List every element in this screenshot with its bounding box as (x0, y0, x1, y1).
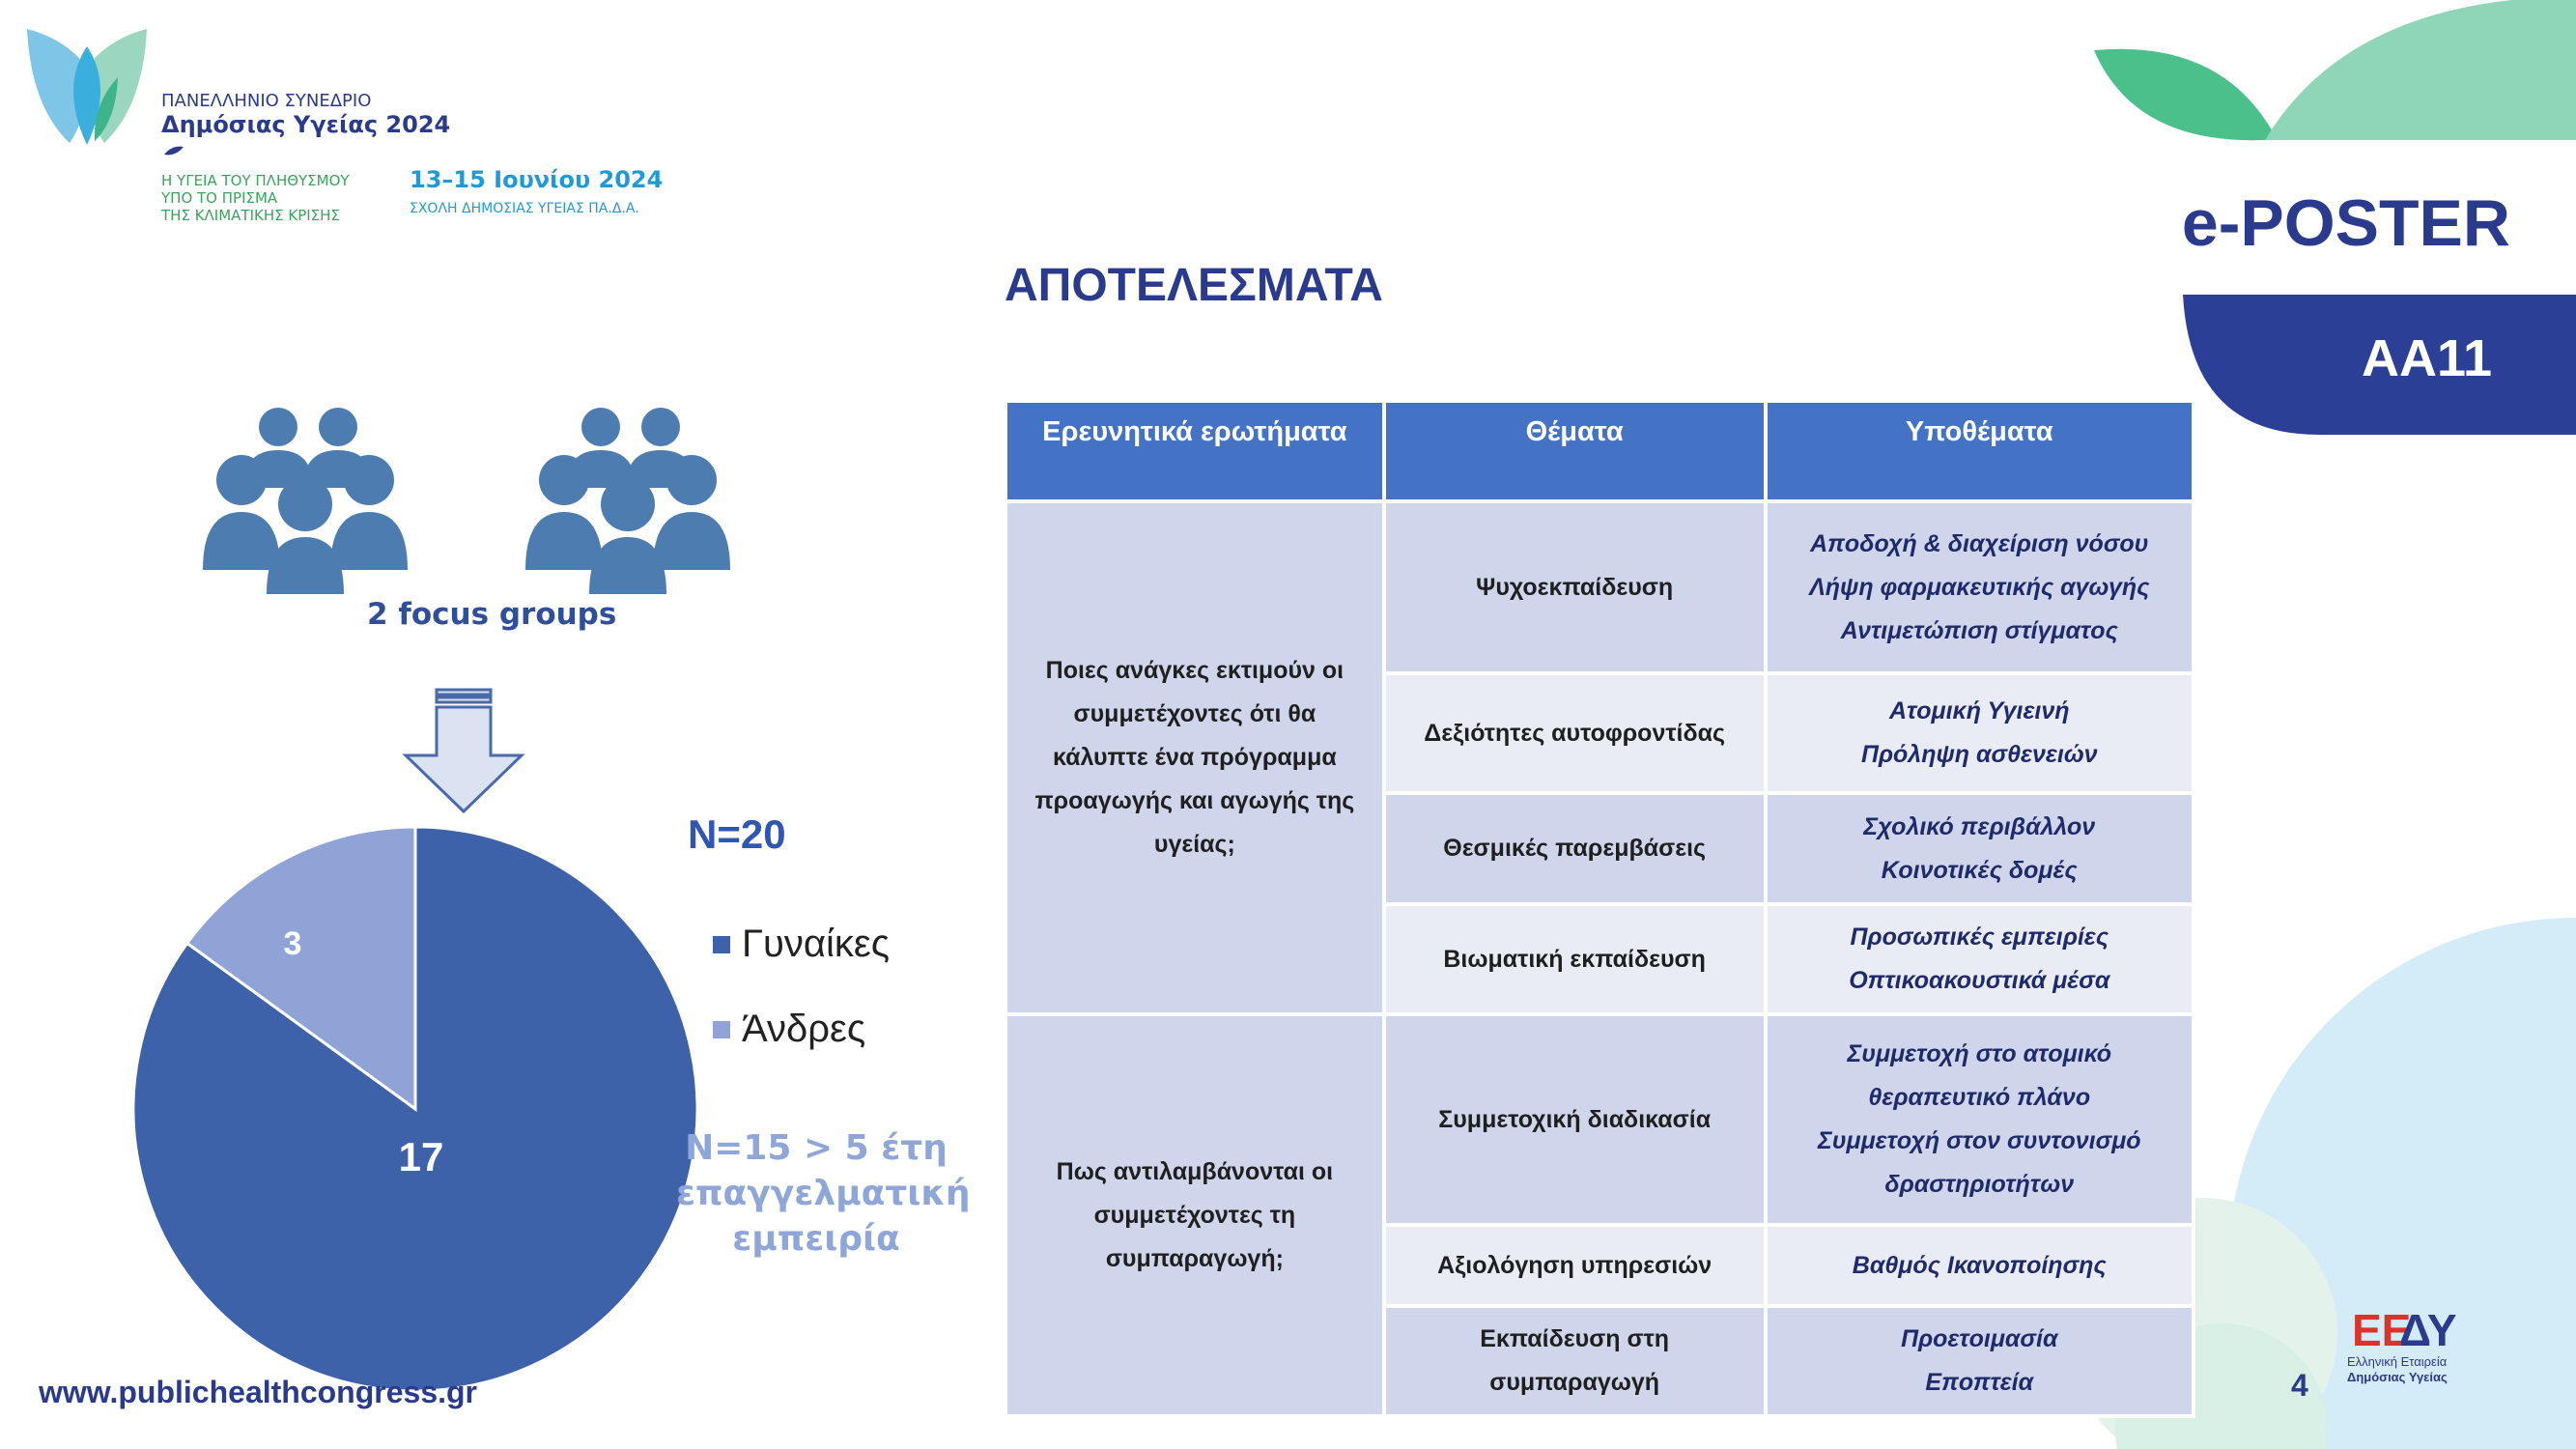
subtheme-cell (1766, 1014, 2194, 1225)
eedy-logo (2352, 1305, 2457, 1355)
logo-congress-title: ΠΑΝΕΛΛΗΝΙΟ ΣΥΝΕΔΡΙΟ (161, 91, 372, 111)
theme-line: Εκπαίδευση στη (1480, 1325, 1670, 1352)
top-leaf-light (2265, 0, 2576, 140)
question-1-line: προαγωγής και αγωγής της (1034, 787, 1355, 814)
pie-data-label-women: 17 (398, 1134, 444, 1179)
subtheme-item: Συμμετοχή στο ατομικό (1847, 1040, 2112, 1067)
legend-label-women: Γυναίκες (742, 923, 891, 965)
logo-tagline-3: ΤΗΣ ΚΛΙΜΑΤΙΚΗΣ ΚΡΙΣΗΣ (161, 207, 340, 224)
subtheme-item: Συμμετοχή στον συντονισμό (1817, 1127, 2141, 1154)
question-2-line: συμμετέχοντες τη (1093, 1201, 1296, 1229)
svg-text:ΕΕ: ΕΕ (2352, 1305, 2412, 1355)
legend-item-men (713, 1008, 865, 1051)
theme-cell: Βιωματική εκπαίδευση (1384, 904, 1766, 1014)
eedy-logo-text-1: Ελληνική Εταιρεία (2347, 1354, 2448, 1369)
page-title: ΑΠΟΤΕΛΕΣΜΑΤΑ (1005, 260, 1383, 311)
pie-data-label-men: 3 (283, 925, 302, 962)
header-questions: Ερευνητικά ερωτήματα (1005, 401, 1384, 501)
experience-note (676, 1125, 971, 1262)
question-1-line: συμμετέχοντες ότι θα (1073, 700, 1316, 727)
subtheme-item: Κοινοτικές δομές (1881, 856, 2078, 884)
sample-size-label: N=20 (688, 811, 786, 857)
question-cell-1 (1005, 501, 1384, 1014)
congress-logo-icon (27, 29, 147, 145)
svg-text:ΔΥ: ΔΥ (2399, 1305, 2457, 1355)
focus-groups-label: 2 focus groups (367, 597, 617, 632)
table-row (1005, 1014, 2194, 1225)
question-1-line: κάλυπτε ένα πρόγραμμα (1053, 744, 1337, 771)
legend-swatch-women (713, 936, 730, 953)
subtheme-item: Ατομική Υγιεινή (1888, 697, 2070, 724)
subtheme-item: Αντιμετώπιση στίγματος (1840, 616, 2118, 644)
legend-label-men: Άνδρες (742, 1008, 866, 1050)
legend-item-women (713, 923, 890, 966)
subtheme-item: Αποδοχή & διαχείριση νόσου (1810, 529, 2149, 557)
experience-note-line-1: N=15 > 5 έτη (685, 1128, 948, 1168)
subtheme-cell (1766, 1306, 2194, 1416)
question-2-line: συμπαραγωγή; (1105, 1244, 1284, 1272)
theme-cell (1384, 1306, 1766, 1416)
question-cell-2 (1005, 1014, 1384, 1416)
experience-note-line-3: εμπειρία (732, 1219, 900, 1259)
subtheme-item: δραστηριοτήτων (1884, 1171, 2075, 1198)
people-group-icon-1 (203, 408, 408, 594)
legend-swatch-men (713, 1021, 730, 1038)
subtheme-item: θεραπευτικό πλάνο (1868, 1084, 2091, 1111)
logo-leaf-mark (164, 147, 184, 156)
page-number: 4 (2291, 1368, 2308, 1403)
header-themes: Θέματα (1384, 401, 1766, 501)
subtheme-cell (1766, 501, 2194, 673)
theme-cell: Θεσμικές παρεμβάσεις (1384, 793, 1766, 904)
people-group-icon-2 (525, 408, 730, 594)
table-row (1005, 501, 2194, 673)
experience-note-line-2: επαγγελματική (676, 1174, 971, 1213)
down-arrow-icon (406, 690, 522, 811)
table-header-row (1005, 401, 2194, 501)
logo-school: ΣΧΟΛΗ ΔΗΜΟΣΙΑΣ ΥΓΕΙΑΣ ΠΑ.Δ.Α. (410, 201, 639, 216)
eposter-label: e-POSTER (2181, 186, 2510, 260)
website-link[interactable]: www.publichealthcongress.gr (39, 1375, 477, 1409)
poster-code: ΑΑ11 (2362, 329, 2493, 387)
pie-chart (133, 827, 697, 1391)
theme-cell: Ψυχοεκπαίδευση (1384, 501, 1766, 673)
question-1-line: υγείας; (1153, 831, 1235, 858)
subtheme-item: Προετοιμασία (1901, 1325, 2058, 1352)
subtheme-item: Προσωπικές εμπειρίες (1850, 923, 2109, 951)
question-2-line: Πως αντιλαμβάνονται οι (1056, 1157, 1334, 1185)
top-leaf-dark (2094, 49, 2275, 141)
logo-congress-subtitle: Δημόσιας Υγείας 2024 (161, 111, 451, 138)
subtheme-cell (1766, 793, 2194, 904)
theme-line: συμπαραγωγή (1489, 1369, 1660, 1396)
subtheme-cell (1766, 673, 2194, 793)
logo-dates: 13–15 Ιουνίου 2024 (410, 166, 664, 193)
subtheme-cell (1766, 1225, 2194, 1306)
eedy-logo-text-2: Δημόσιας Υγείας (2347, 1370, 2448, 1384)
subtheme-item: Εποπτεία (1925, 1369, 2034, 1396)
theme-cell: Συμμετοχική διαδικασία (1384, 1014, 1766, 1225)
results-table (1004, 399, 2195, 1418)
question-1-line: Ποιες ανάγκες εκτιμούν οι (1045, 657, 1345, 684)
logo-tagline-1: Η ΥΓΕΙΑ ΤΟΥ ΠΛΗΘΥΣΜΟΥ (161, 172, 350, 189)
logo-tagline-2: ΥΠΟ ΤΟ ΠΡΙΣΜΑ (161, 189, 278, 207)
subtheme-item: Πρόληψη ασθενειών (1860, 741, 2098, 768)
header-subthemes: Υποθέματα (1766, 401, 2194, 501)
subtheme-item: Σχολικό περιβάλλον (1863, 812, 2096, 840)
subtheme-item: Λήψη φαρμακευτικής αγωγής (1809, 573, 2150, 601)
subtheme-item: Οπτικοακουστικά μέσα (1849, 967, 2110, 994)
subtheme-item: Βαθμός Ικανοποίησης (1852, 1251, 2107, 1279)
theme-cell: Δεξιότητες αυτοφροντίδας (1384, 673, 1766, 793)
theme-cell: Αξιολόγηση υπηρεσιών (1384, 1225, 1766, 1306)
subtheme-cell (1766, 904, 2194, 1014)
